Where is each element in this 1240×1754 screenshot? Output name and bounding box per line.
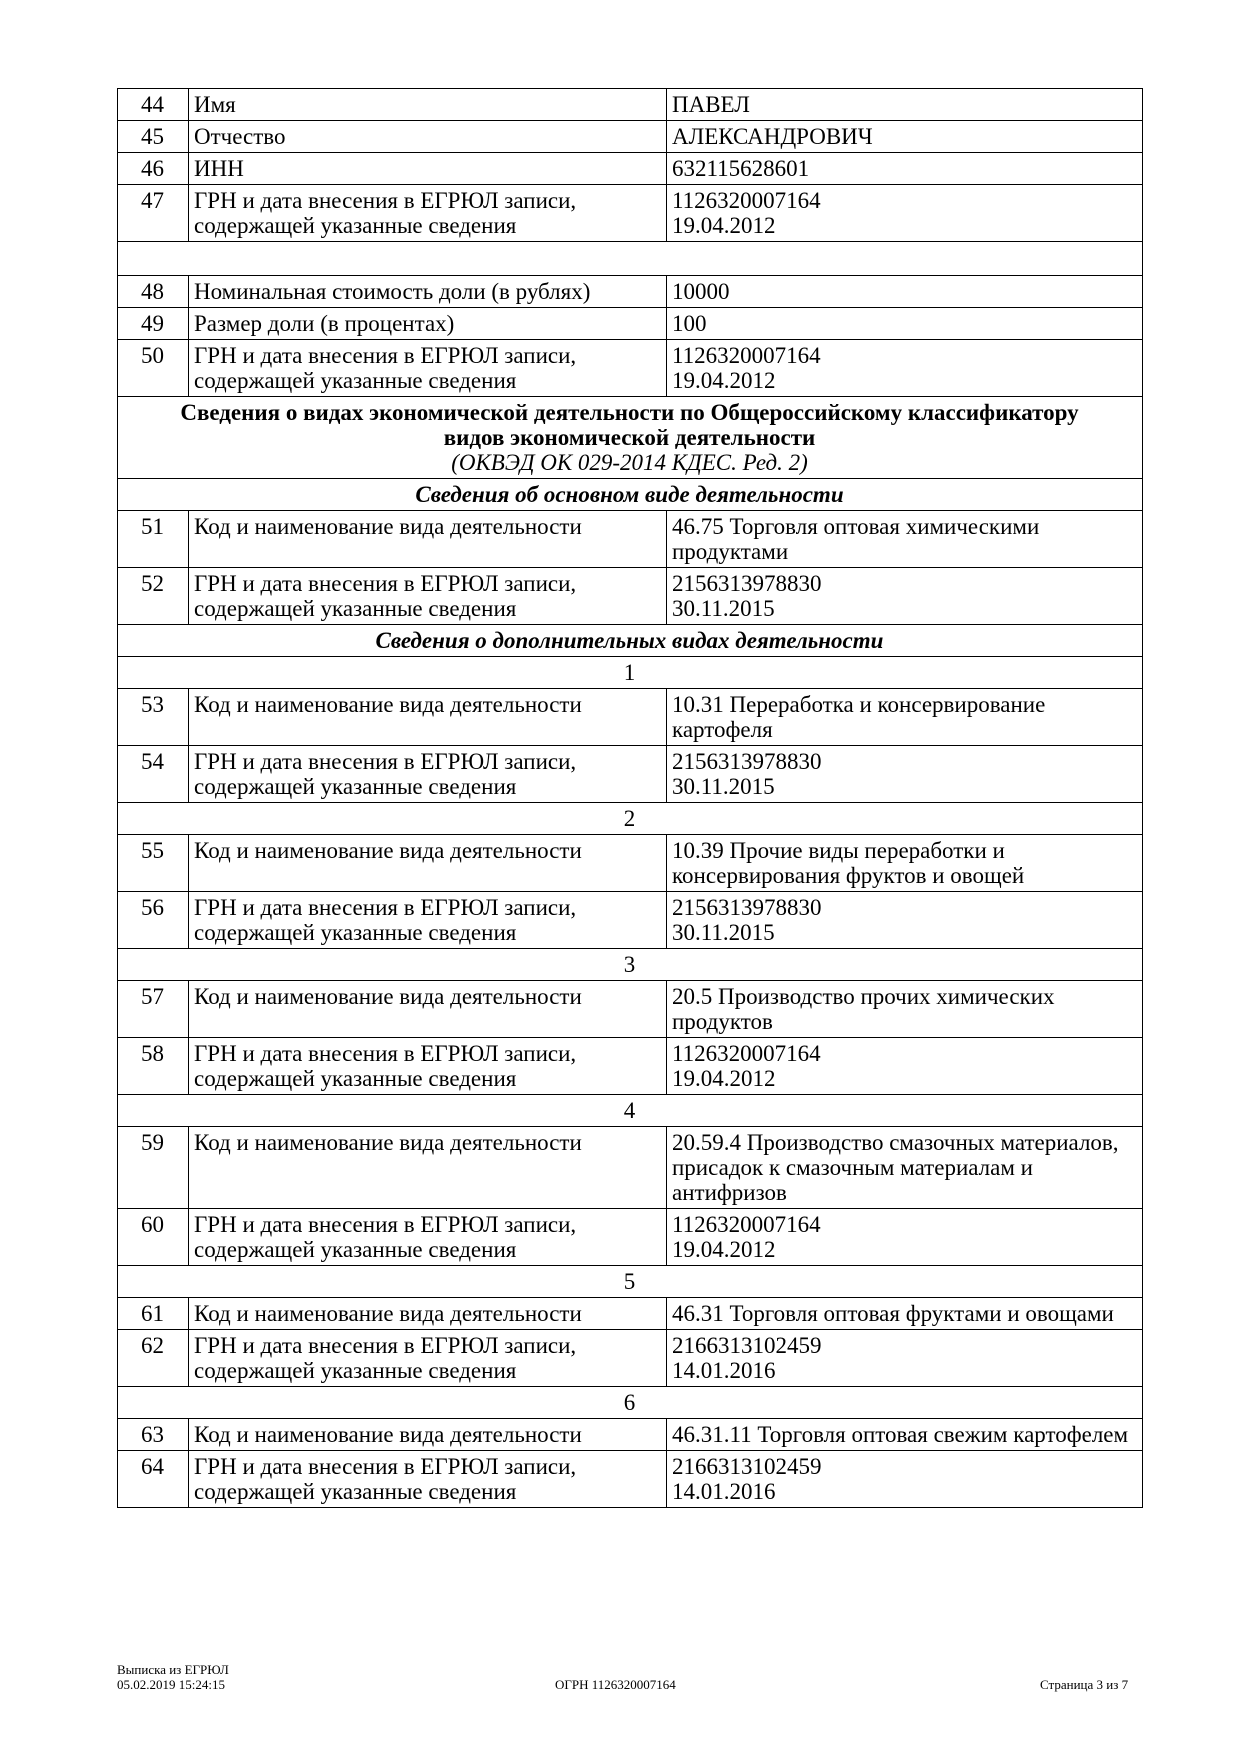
row-value [667,746,1143,803]
okved-edition: (ОКВЭД ОК 029-2014 КДЕС. Ред. 2) [451,450,808,475]
table-row [118,1451,1143,1508]
table-row [118,1419,1143,1451]
row-label: Отчество [189,121,667,153]
row-number: 58 [118,1038,189,1095]
row-value: 100 [667,308,1143,340]
row-label: ГРН и дата внесения в ЕГРЮЛ записи, содержащей указанные сведения [189,1209,667,1266]
row-label: ГРН и дата внесения в ЕГРЮЛ записи, содержащей указанные сведения [189,1038,667,1095]
row-value [667,1298,1143,1330]
row-value: 1126320007164 19.04.2012 [667,185,1143,242]
row-number: 46 [118,153,189,185]
group-index-row [118,1266,1143,1298]
row-label: Код и наименование вида деятельности [189,1127,667,1209]
table-row [118,1298,1143,1330]
table-row [118,1209,1143,1266]
row-value [667,892,1143,949]
row-number: 62 [118,1330,189,1387]
table-row [118,1038,1143,1095]
row-value-line: 30.11.2015 [672,920,775,945]
row-number: 45 [118,121,189,153]
row-value [667,689,1143,746]
group-index-row [118,657,1143,689]
row-value-line: 20.59.4 Производство смазочных материалов, присадок к смазочным материалам и антифризов [672,1130,1119,1205]
row-value: 2156313978830 30.11.2015 [667,568,1143,625]
row-number: 64 [118,1451,189,1508]
group-index-row [118,1095,1143,1127]
row-value-line: 1126320007164 [672,1212,821,1237]
row-number: 61 [118,1298,189,1330]
row-value-line: 30.11.2015 [672,774,775,799]
table-row [118,511,1143,568]
table-row [118,308,1143,340]
row-label: ГРН и дата внесения в ЕГРЮЛ записи, содержащей указанные сведения [189,1330,667,1387]
row-number: 53 [118,689,189,746]
row-label: ГРН и дата внесения в ЕГРЮЛ записи, содержащей указанные сведения [189,340,667,397]
table-row [118,340,1143,397]
section-header-row [118,397,1143,479]
row-value: 632115628601 [667,153,1143,185]
blank-cell [118,242,1143,276]
row-label: ИНН [189,153,667,185]
footer-doc-name: Выписка из ЕГРЮЛ [117,1662,229,1677]
table-row [118,185,1143,242]
row-label: Номинальная стоимость доли (в рублях) [189,276,667,308]
row-value [667,1127,1143,1209]
row-number: 44 [118,89,189,121]
row-value-line: 14.01.2016 [672,1358,776,1383]
row-value-line: 19.04.2012 [672,1066,776,1091]
main-activity-header: Сведения об основном виде деятельности [118,479,1143,511]
footer-ogrn: ОГРН 1126320007164 [555,1677,676,1692]
row-value [667,981,1143,1038]
row-number: 56 [118,892,189,949]
row-value-line: 19.04.2012 [672,1237,776,1262]
row-value-line: 46.31.11 Торговля оптовая свежим картофелем [672,1422,1129,1447]
group-index-row [118,803,1143,835]
row-number: 60 [118,1209,189,1266]
footer-left [117,1662,229,1692]
row-value [667,1419,1143,1451]
row-number: 54 [118,746,189,803]
subsection-header-row [118,479,1143,511]
group-index-row [118,949,1143,981]
row-value-line: 2156313978830 [672,749,822,774]
table-row [118,892,1143,949]
row-value-line: 46.31 Торговля оптовая фруктами и овощами [672,1301,1114,1326]
row-value [667,835,1143,892]
row-label: Размер доли (в процентах) [189,308,667,340]
table-row [118,153,1143,185]
row-value-line: 2166313102459 [672,1333,822,1358]
row-number: 55 [118,835,189,892]
footer-page-number: Страница 3 из 7 [1040,1677,1129,1692]
row-value [667,1038,1143,1095]
row-number: 59 [118,1127,189,1209]
row-number: 48 [118,276,189,308]
group-index: 5 [118,1266,1143,1298]
row-label: Код и наименование вида деятельности [189,1298,667,1330]
row-number: 51 [118,511,189,568]
row-label: Код и наименование вида деятельности [189,981,667,1038]
row-label: Код и наименование вида деятельности [189,835,667,892]
table-row [118,1330,1143,1387]
row-label: Код и наименование вида деятельности [189,511,667,568]
okved-section-title: Сведения о видах экономической деятельности по Общероссийскому классификатору видов экономической деятельности (ОКВЭД ОК 029-2014 КДЕС. Ред. 2) [118,397,1143,479]
row-value-line: 10.39 Прочие виды переработки и консервирования фруктов и овощей [672,838,1025,888]
table-row [118,835,1143,892]
group-index: 3 [118,949,1143,981]
row-value-line: 14.01.2016 [672,1479,776,1504]
row-value [667,1451,1143,1508]
row-value: 46.75 Торговля оптовая химическими продуктами [667,511,1143,568]
row-value-line: 10.31 Переработка и консервирование картофеля [672,692,1046,742]
subsection-header-row [118,625,1143,657]
row-number: 52 [118,568,189,625]
row-value-line: 2156313978830 [672,895,822,920]
group-index: 1 [118,657,1143,689]
row-value-line: 20.5 Производство прочих химических продуктов [672,984,1055,1034]
row-number: 47 [118,185,189,242]
table-row [118,981,1143,1038]
table-row [118,89,1143,121]
table-row [118,276,1143,308]
row-label: ГРН и дата внесения в ЕГРЮЛ записи, содержащей указанные сведения [189,892,667,949]
row-value [667,1209,1143,1266]
additional-activities-header: Сведения о дополнительных видах деятельности [118,625,1143,657]
row-label: ГРН и дата внесения в ЕГРЮЛ записи, содержащей указанные сведения [189,1451,667,1508]
group-index: 2 [118,803,1143,835]
egrul-table-body [118,89,1143,1508]
footer-datetime: 05.02.2019 15:24:15 [117,1677,225,1692]
row-label: Код и наименование вида деятельности [189,689,667,746]
row-label: Код и наименование вида деятельности [189,1419,667,1451]
group-index: 6 [118,1387,1143,1419]
row-value: 1126320007164 19.04.2012 [667,340,1143,397]
row-value-line: 1126320007164 [672,1041,821,1066]
row-value: АЛЕКСАНДРОВИЧ [667,121,1143,153]
table-row [118,1127,1143,1209]
row-label: Имя [189,89,667,121]
row-number: 49 [118,308,189,340]
table-row [118,121,1143,153]
row-label: ГРН и дата внесения в ЕГРЮЛ записи, содержащей указанные сведения [189,746,667,803]
row-value: ПАВЕЛ [667,89,1143,121]
blank-row [118,242,1143,276]
row-value [667,1330,1143,1387]
row-label: ГРН и дата внесения в ЕГРЮЛ записи, содержащей указанные сведения [189,185,667,242]
group-index-row [118,1387,1143,1419]
egrul-table [117,88,1143,1508]
row-number: 63 [118,1419,189,1451]
group-index: 4 [118,1095,1143,1127]
row-number: 57 [118,981,189,1038]
row-value: 10000 [667,276,1143,308]
table-row [118,746,1143,803]
table-row [118,568,1143,625]
row-number: 50 [118,340,189,397]
row-label: ГРН и дата внесения в ЕГРЮЛ записи, содержащей указанные сведения [189,568,667,625]
table-row [118,689,1143,746]
row-value-line: 2166313102459 [672,1454,822,1479]
